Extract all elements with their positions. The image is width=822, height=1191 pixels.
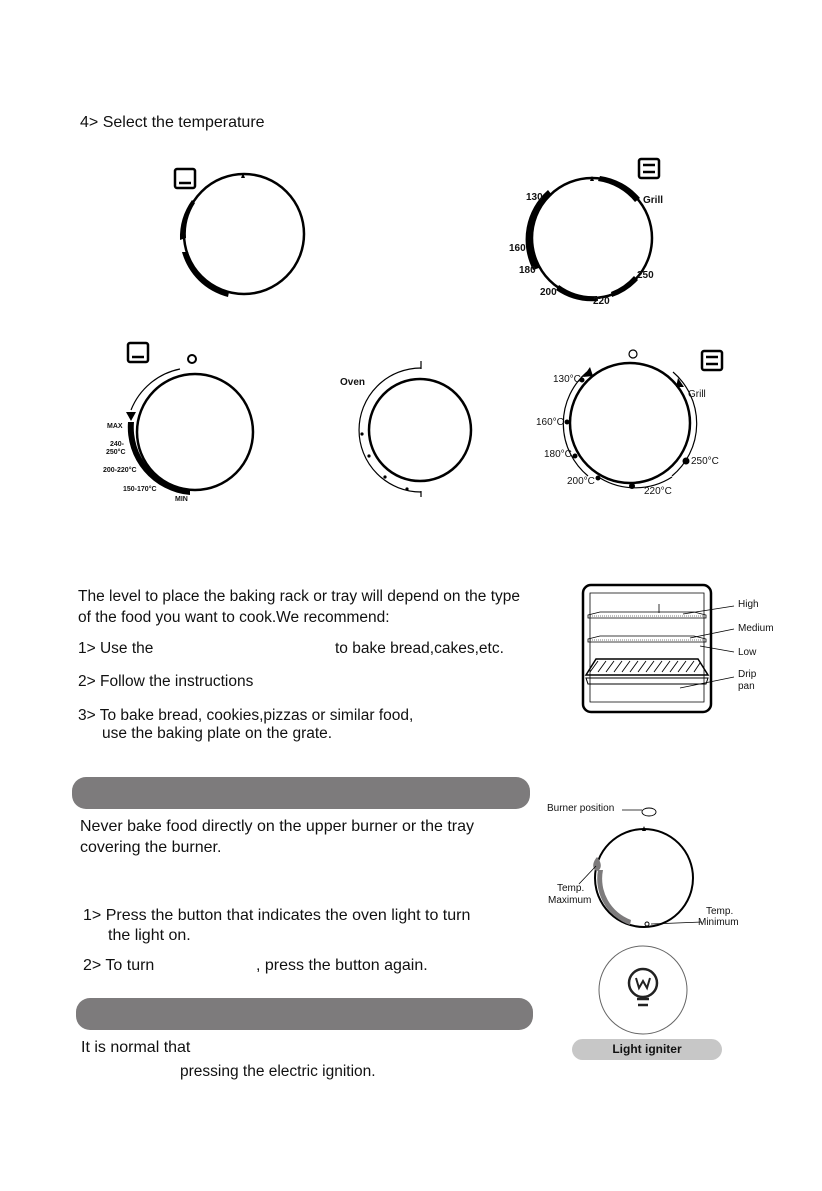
dial-label: 220 xyxy=(593,296,610,307)
section-bar-ignition xyxy=(76,998,533,1030)
dial-label: 200°C xyxy=(567,476,595,487)
dial-label: Grill xyxy=(688,389,706,400)
dial-label: Grill xyxy=(643,195,664,206)
rack-level-label: Medium xyxy=(738,623,774,634)
rack-intro-line2: of the food you want to cook.We recommend: xyxy=(78,609,390,626)
light-item1-line1: 1> Press the button that indicates the oven light to turn xyxy=(83,907,471,924)
light-item2-a: 2> To turn xyxy=(83,957,155,974)
dial-label: MIN xyxy=(175,496,188,503)
rack-item3-line2: use the baking plate on the grate. xyxy=(102,725,333,742)
dial-label: 250°C xyxy=(691,456,719,467)
dial-label: 160°C xyxy=(536,417,564,428)
dial-label: 150-170°C xyxy=(123,486,157,493)
dial-label: 240- xyxy=(110,441,125,448)
step4-title: 4> Select the temperature xyxy=(80,114,265,131)
rack-level-label: pan xyxy=(738,681,755,692)
rack-level-label: Low xyxy=(738,647,757,658)
light-item2-b: , press the button again. xyxy=(256,957,428,974)
rack-intro-line1: The level to place the baking rack or tray will depend on the type xyxy=(78,588,521,605)
lightbulb-icon xyxy=(629,969,657,1005)
light-item1-line2: the light on. xyxy=(108,927,191,944)
rack-item1-b: to bake bread,cakes,etc. xyxy=(335,640,504,657)
rack-item2: 2> Follow the instructions xyxy=(78,673,254,690)
burner-line2: covering the burner. xyxy=(80,839,222,856)
dial-label: 130 xyxy=(526,192,543,203)
dial-label: 200-220°C xyxy=(103,467,137,474)
dial-label: 180 xyxy=(519,265,536,276)
rack-item1-a: 1> Use the xyxy=(78,640,154,657)
ignition-line1: It is normal that xyxy=(81,1039,191,1056)
dial-label: 130°C xyxy=(553,374,581,385)
dial-label: 160 xyxy=(509,243,526,254)
temp-max-label: Maximum xyxy=(548,895,592,906)
rack-level-label: High xyxy=(738,599,759,610)
temp-max-label: Temp. xyxy=(557,883,585,894)
dial-label: 250 xyxy=(637,270,654,281)
dial-label: Oven xyxy=(340,377,366,388)
temp-min-label: Minimum xyxy=(698,917,739,928)
dial-label: 220°C xyxy=(644,486,672,497)
dial-label: 200 xyxy=(540,287,557,298)
burner-position-label: Burner position xyxy=(547,803,615,814)
dial-label: 180°C xyxy=(544,449,572,460)
rack-level-label: Drip xyxy=(738,669,757,680)
dial-label: MAX xyxy=(107,423,123,430)
ignition-line2: pressing the electric ignition. xyxy=(180,1063,376,1080)
burner-line1: Never bake food directly on the upper burner or the tray xyxy=(80,818,474,835)
temp-min-label: Temp. xyxy=(706,906,734,917)
light-igniter-button[interactable]: Light igniter xyxy=(572,1039,722,1060)
dial-label: 250°C xyxy=(106,449,126,456)
rack-item3-line1: 3> To bake bread, cookies,pizzas or similar food, xyxy=(78,707,414,724)
